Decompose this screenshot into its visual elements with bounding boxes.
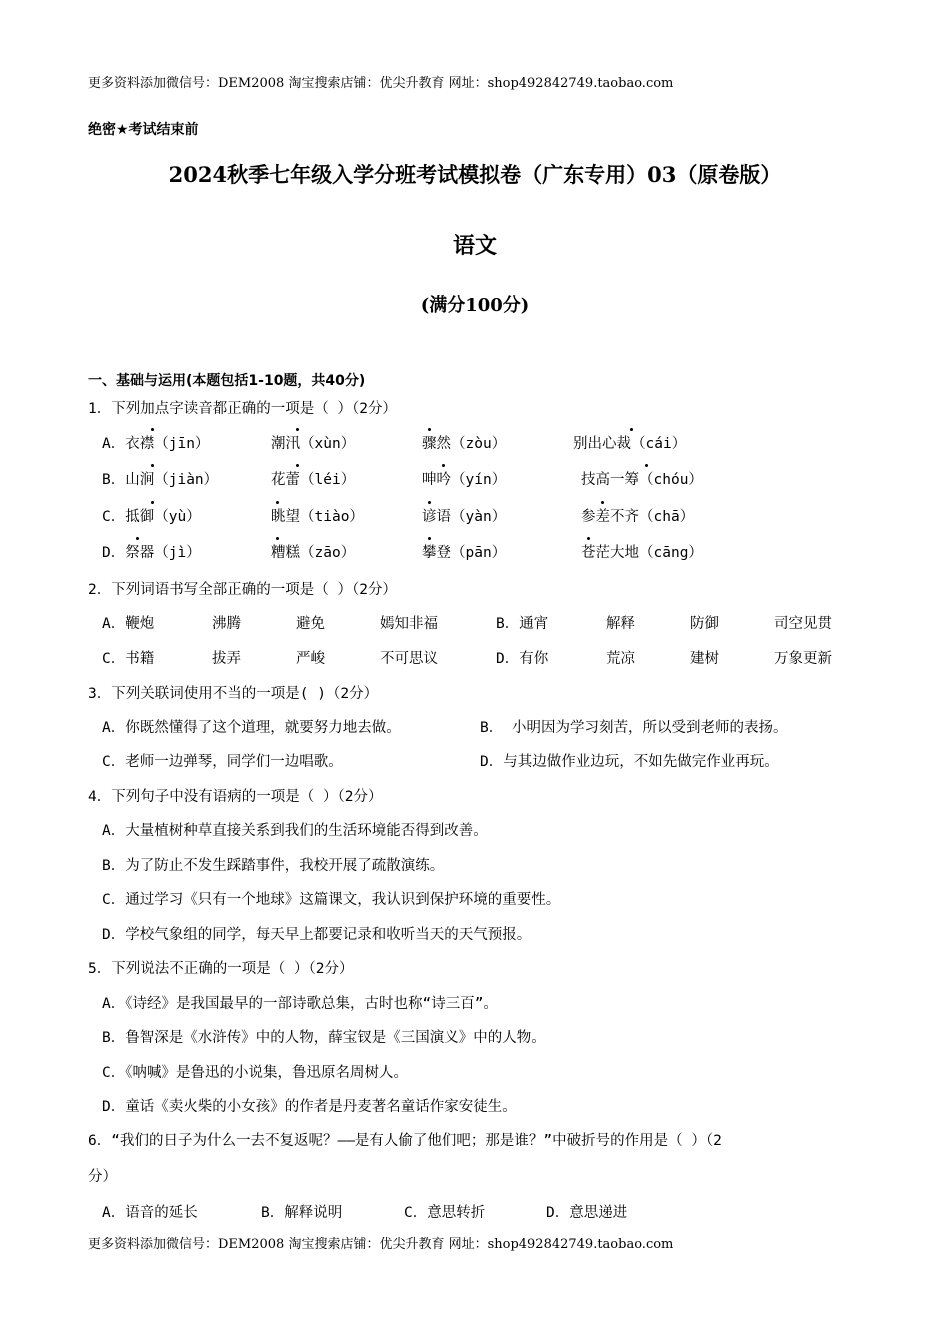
emphasis-dot (151, 464, 154, 467)
q6-option-b: B．解释说明 (261, 1205, 343, 1221)
q2-r1-1: A．鞭炮 (102, 616, 155, 632)
q6-option-d: D．意思递进 (546, 1205, 628, 1221)
secret-label: 绝密★考试结束前 (88, 122, 199, 138)
q2-r1-2: 沸腾 (212, 616, 241, 632)
q3-option-b: B． 小明因为学习刻苦，所以受到老师的表扬。 (480, 720, 788, 736)
emphasis-dot (296, 464, 299, 467)
q1-b-2: 花蕾（léi） (271, 472, 356, 488)
emphasis-dot (428, 537, 431, 540)
emphasis-dot (428, 428, 431, 431)
q2-r2-8: 万象更新 (774, 651, 832, 667)
question-2-stem: 2．下列词语书写全部正确的一项是（ ）（2分） (88, 582, 397, 598)
q2-r2-6: 荒凉 (606, 651, 635, 667)
q1-c-1: C．抵御（yù） (102, 509, 201, 525)
q1-b-1: B．山涧（jiàn） (102, 472, 219, 488)
exam-title: 2024秋季七年级入学分班考试模拟卷（广东专用）03（原卷版） (168, 162, 782, 187)
emphasis-dot (151, 501, 154, 504)
q5-option-d: D．童话《卖火柴的小女孩》的作者是丹麦著名童话作家安徒生。 (102, 1099, 517, 1115)
q6-option-c: C．意思转折 (404, 1205, 486, 1221)
q2-r2-7: 建树 (690, 651, 719, 667)
q2-r1-4: 嫣知非福 (380, 616, 438, 632)
q5-option-a: A．《诗经》是我国最早的一部诗歌总集，古时也称“诗三百”。 (102, 996, 498, 1012)
emphasis-dot (442, 464, 445, 467)
emphasis-dot (645, 464, 648, 467)
q2-r1-3: 避免 (296, 616, 325, 632)
q1-c-4: 参差不齐（chā） (581, 509, 695, 525)
question-6-stem: 6．“我们的日子为什么一去不复返呢？——是有人偷了他们吧；那是谁？”中破折号的作用是（ ）（2 (88, 1133, 722, 1149)
question-4-stem: 4．下列句子中没有语病的一项是（ ）（2分） (88, 789, 383, 805)
q2-r2-3: 严峻 (296, 651, 325, 667)
q6-option-a: A．语音的延长 (102, 1205, 198, 1221)
emphasis-dot (276, 501, 279, 504)
q1-b-4: 技高一筹（chóu） (581, 472, 703, 488)
emphasis-dot (136, 537, 139, 540)
q1-a-2: 潮汛（xùn） (271, 436, 356, 452)
question-6-stem-cont: 分） (88, 1169, 117, 1185)
page-header: 更多资料添加微信号：DEM2008 淘宝搜索店铺：优尖升教育 网址：shop492842749.taobao.com (88, 76, 674, 91)
q3-option-d: D．与其边做作业边玩，不如先做完作业再玩。 (480, 754, 779, 770)
q1-d-4: 苍茫大地（cāng） (581, 545, 703, 561)
emphasis-dot (601, 501, 604, 504)
emphasis-dot (630, 428, 633, 431)
q1-c-3: 谚语（yàn） (422, 509, 507, 525)
q1-a-1: A．衣襟（jīn） (102, 436, 210, 452)
q2-r1-6: 解释 (606, 616, 635, 632)
emphasis-dot (276, 537, 279, 540)
q5-option-c: C．《呐喊》是鲁迅的小说集，鲁迅原名周树人。 (102, 1065, 408, 1081)
question-3-stem: 3．下列关联词使用不当的一项是( )（2分） (88, 686, 379, 702)
q2-r2-2: 拔弄 (212, 651, 241, 667)
subject-title: 语文 (452, 233, 497, 259)
q4-option-c: C．通过学习《只有一个地球》这篇课文，我认识到保护环境的重要性。 (102, 892, 561, 908)
q2-r2-1: C．书籍 (102, 651, 155, 667)
q2-r1-5: B．通宵 (496, 616, 549, 632)
emphasis-dot (151, 428, 154, 431)
question-5-stem: 5．下列说法不正确的一项是（ ）（2分） (88, 961, 354, 977)
q2-r1-7: 防御 (690, 616, 719, 632)
q1-a-4: 别出心裁（cái） (573, 436, 687, 452)
q5-option-b: B．鲁智深是《水浒传》中的人物，薛宝钗是《三国演义》中的人物。 (102, 1030, 546, 1046)
q1-a-3: 骤然（zòu） (422, 436, 507, 452)
q4-option-b: B．为了防止不发生踩踏事件，我校开展了疏散演练。 (102, 858, 445, 874)
question-1-stem: 1．下列加点字读音都正确的一项是（ ）（2分） (88, 401, 397, 417)
section-heading: 一、基础与运用(本题包括1-10题，共40分) (88, 373, 366, 389)
q1-b-3: 呻吟（yín） (422, 472, 507, 488)
emphasis-dot (428, 501, 431, 504)
emphasis-dot (587, 537, 590, 540)
q2-r2-5: D．有你 (496, 651, 549, 667)
q1-c-2: 眺望（tiào） (271, 509, 364, 525)
q2-r1-8: 司空见贯 (774, 616, 832, 632)
q4-option-a: A．大量植树种草直接关系到我们的生活环境能否得到改善。 (102, 823, 488, 839)
emphasis-dot (296, 428, 299, 431)
q4-option-d: D．学校气象组的同学，每天早上都要记录和收听当天的天气预报。 (102, 927, 532, 943)
q1-d-3: 攀登（pān） (422, 545, 507, 561)
full-score: (满分100分) (420, 295, 530, 316)
q1-d-2: 糟糕（zāo） (271, 545, 356, 561)
q2-r2-4: 不可思议 (380, 651, 438, 667)
q3-option-c: C．老师一边弹琴，同学们一边唱歌。 (102, 754, 343, 770)
q3-option-a: A．你既然懂得了这个道理，就要努力地去做。 (102, 720, 401, 736)
page-footer: 更多资料添加微信号：DEM2008 淘宝搜索店铺：优尖升教育 网址：shop492842749.taobao.com (88, 1237, 674, 1252)
q1-d-1: D．祭器（jì） (102, 545, 201, 561)
